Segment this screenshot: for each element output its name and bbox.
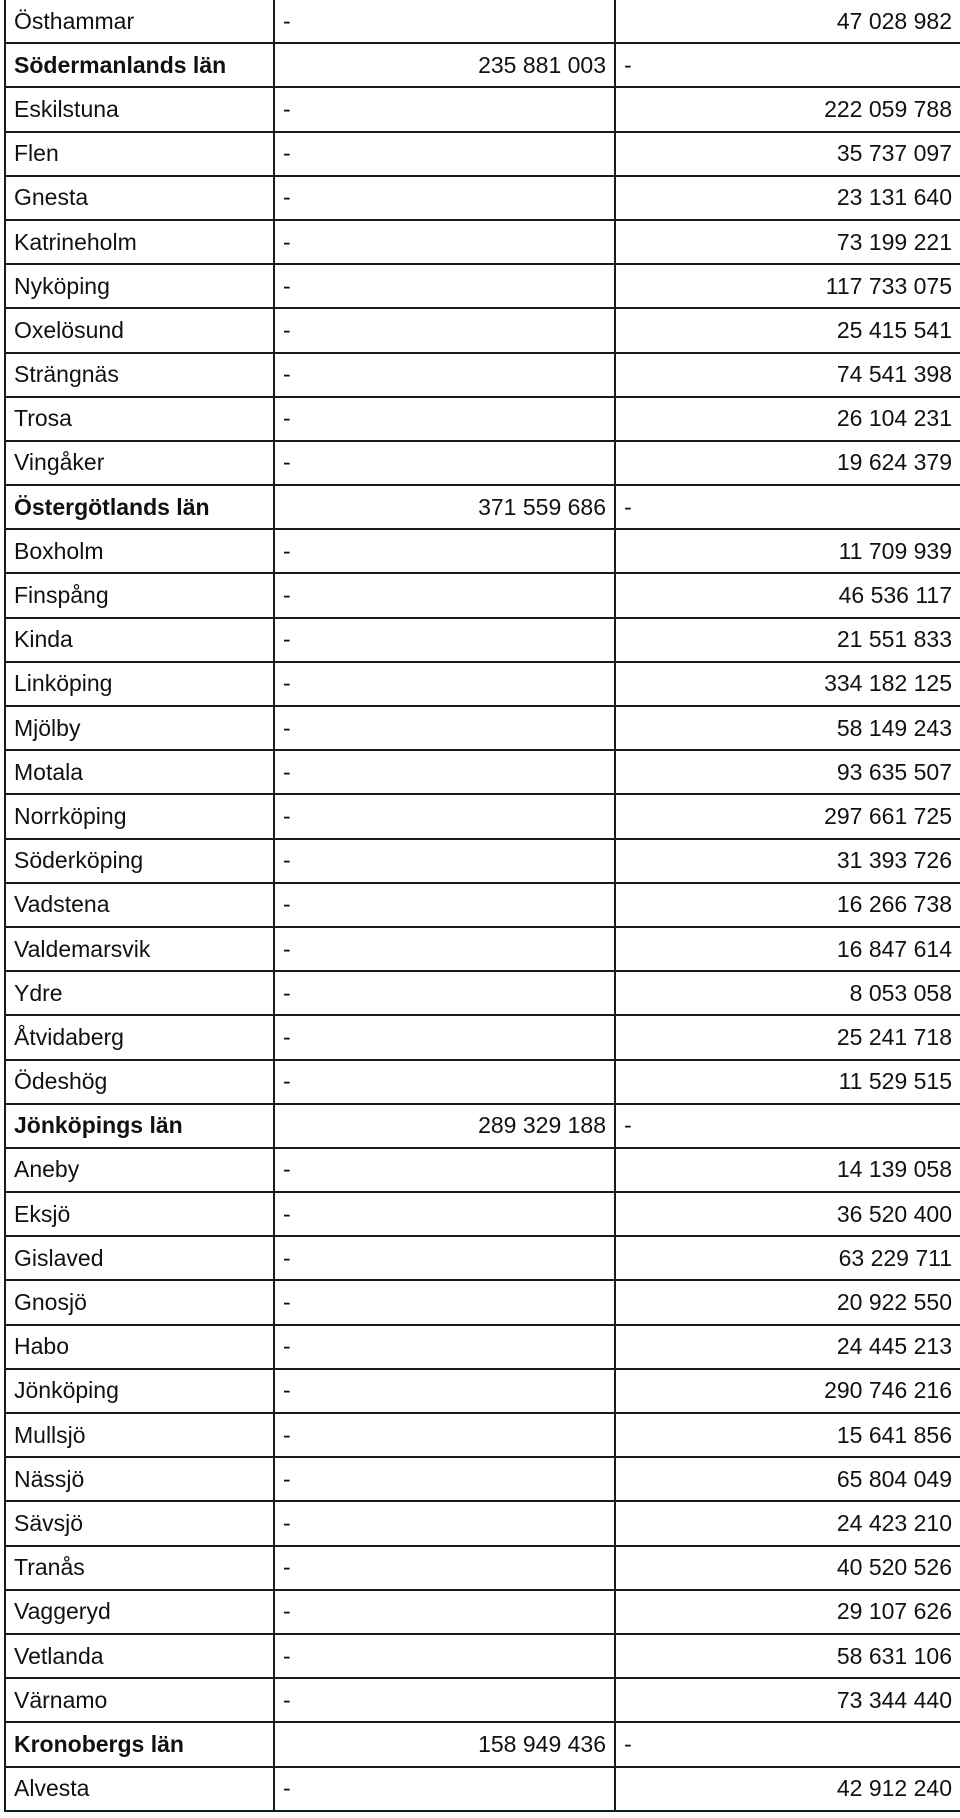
municipality-name-cell: Norrköping [5, 794, 274, 838]
municipality-row [5, 1192, 960, 1236]
municipality-row [5, 441, 960, 485]
municipality-name-cell: Strängnäs [5, 353, 274, 397]
municipality-row [5, 883, 960, 927]
municipality-row [5, 1457, 960, 1501]
municipality-amount-cell: 15 641 856 [615, 1413, 960, 1457]
municipality-name-cell: Mjölby [5, 706, 274, 750]
empty-county-amount-cell: - [274, 1678, 615, 1722]
municipality-amount-cell: 46 536 117 [615, 573, 960, 617]
empty-county-amount-cell: - [274, 1457, 615, 1501]
municipality-name-cell: Eskilstuna [5, 87, 274, 131]
municipality-name-cell: Habo [5, 1325, 274, 1369]
municipality-amount-cell: 334 182 125 [615, 662, 960, 706]
empty-county-amount-cell: - [274, 529, 615, 573]
municipality-amount-cell: 65 804 049 [615, 1457, 960, 1501]
municipality-amount-cell: 58 149 243 [615, 706, 960, 750]
municipality-amount-cell: 23 131 640 [615, 176, 960, 220]
municipality-name-cell: Katrineholm [5, 220, 274, 264]
municipality-amount-cell: 21 551 833 [615, 618, 960, 662]
empty-municipality-amount-cell: - [615, 43, 960, 87]
empty-municipality-amount-cell: - [615, 485, 960, 529]
municipality-name-cell: Eksjö [5, 1192, 274, 1236]
municipality-row [5, 308, 960, 352]
municipality-row [5, 927, 960, 971]
county-row [5, 1722, 960, 1766]
municipality-name-cell: Flen [5, 132, 274, 176]
municipality-row [5, 1015, 960, 1059]
municipality-amount-cell: 222 059 788 [615, 87, 960, 131]
municipality-row [5, 397, 960, 441]
municipality-row [5, 1369, 960, 1413]
municipality-row [5, 573, 960, 617]
municipality-amount-cell: 63 229 711 [615, 1236, 960, 1280]
empty-county-amount-cell: - [274, 1501, 615, 1545]
empty-municipality-amount-cell: - [615, 1104, 960, 1148]
empty-county-amount-cell: - [274, 1015, 615, 1059]
municipality-amount-cell: 16 266 738 [615, 883, 960, 927]
municipality-amount-cell: 24 423 210 [615, 1501, 960, 1545]
municipality-amount-cell: 93 635 507 [615, 750, 960, 794]
municipality-row [5, 1501, 960, 1545]
empty-county-amount-cell: - [274, 573, 615, 617]
municipality-amount-cell: 73 344 440 [615, 1678, 960, 1722]
municipality-amount-cell: 25 241 718 [615, 1015, 960, 1059]
municipality-row [5, 353, 960, 397]
empty-county-amount-cell: - [274, 1236, 615, 1280]
municipality-row [5, 87, 960, 131]
municipality-name-cell: Aneby [5, 1148, 274, 1192]
empty-county-amount-cell: - [274, 1590, 615, 1634]
empty-county-amount-cell: - [274, 441, 615, 485]
empty-county-amount-cell: - [274, 706, 615, 750]
municipality-row [5, 1634, 960, 1678]
municipality-row [5, 1546, 960, 1590]
municipality-name-cell: Sävsjö [5, 1501, 274, 1545]
municipality-amount-cell: 47 028 982 [615, 0, 960, 43]
empty-municipality-amount-cell: - [615, 1722, 960, 1766]
municipality-name-cell: Ydre [5, 971, 274, 1015]
county-row [5, 43, 960, 87]
empty-county-amount-cell: - [274, 662, 615, 706]
municipality-name-cell: Finspång [5, 573, 274, 617]
municipality-name-cell: Gnosjö [5, 1280, 274, 1324]
empty-county-amount-cell: - [274, 353, 615, 397]
municipality-row [5, 132, 960, 176]
municipality-name-cell: Nässjö [5, 1457, 274, 1501]
county-amount-cell: 158 949 436 [274, 1722, 615, 1766]
municipality-name-cell: Alvesta [5, 1767, 274, 1811]
municipality-row [5, 794, 960, 838]
municipality-name-cell: Trosa [5, 397, 274, 441]
municipality-amount-cell: 297 661 725 [615, 794, 960, 838]
municipality-row [5, 618, 960, 662]
county-row [5, 1104, 960, 1148]
municipality-row [5, 176, 960, 220]
municipality-name-cell: Motala [5, 750, 274, 794]
empty-county-amount-cell: - [274, 1369, 615, 1413]
municipality-amount-cell: 19 624 379 [615, 441, 960, 485]
municipality-name-cell: Värnamo [5, 1678, 274, 1722]
municipality-name-cell: Tranås [5, 1546, 274, 1590]
county-name-cell: Jönköpings län [5, 1104, 274, 1148]
municipality-name-cell: Vetlanda [5, 1634, 274, 1678]
municipality-row [5, 1280, 960, 1324]
empty-county-amount-cell: - [274, 0, 615, 43]
empty-county-amount-cell: - [274, 176, 615, 220]
municipality-row [5, 529, 960, 573]
municipality-name-cell: Östhammar [5, 0, 274, 43]
municipality-name-cell: Ödeshög [5, 1060, 274, 1104]
municipality-name-cell: Vaggeryd [5, 1590, 274, 1634]
municipality-row [5, 220, 960, 264]
empty-county-amount-cell: - [274, 927, 615, 971]
municipality-row [5, 264, 960, 308]
municipality-amount-cell: 16 847 614 [615, 927, 960, 971]
municipality-row [5, 1590, 960, 1634]
municipality-name-cell: Oxelösund [5, 308, 274, 352]
empty-county-amount-cell: - [274, 794, 615, 838]
municipality-amount-cell: 58 631 106 [615, 1634, 960, 1678]
municipality-row [5, 1678, 960, 1722]
county-amount-cell: 235 881 003 [274, 43, 615, 87]
empty-county-amount-cell: - [274, 1060, 615, 1104]
municipality-row [5, 1060, 960, 1104]
municipality-name-cell: Nyköping [5, 264, 274, 308]
empty-county-amount-cell: - [274, 971, 615, 1015]
municipality-name-cell: Boxholm [5, 529, 274, 573]
empty-county-amount-cell: - [274, 1325, 615, 1369]
municipality-amount-cell: 25 415 541 [615, 308, 960, 352]
empty-county-amount-cell: - [274, 1192, 615, 1236]
municipality-amount-cell: 14 139 058 [615, 1148, 960, 1192]
empty-county-amount-cell: - [274, 1634, 615, 1678]
empty-county-amount-cell: - [274, 1546, 615, 1590]
municipality-amount-cell: 290 746 216 [615, 1369, 960, 1413]
municipality-name-cell: Gnesta [5, 176, 274, 220]
municipality-name-cell: Kinda [5, 618, 274, 662]
municipality-amount-cell: 20 922 550 [615, 1280, 960, 1324]
county-amount-cell: 371 559 686 [274, 485, 615, 529]
empty-county-amount-cell: - [274, 308, 615, 352]
municipality-name-cell: Vadstena [5, 883, 274, 927]
municipality-amount-cell: 31 393 726 [615, 839, 960, 883]
municipality-name-cell: Söderköping [5, 839, 274, 883]
municipality-row [5, 1325, 960, 1369]
municipality-amount-cell: 11 709 939 [615, 529, 960, 573]
municipality-amount-cell: 24 445 213 [615, 1325, 960, 1369]
empty-county-amount-cell: - [274, 132, 615, 176]
municipality-amount-cell: 26 104 231 [615, 397, 960, 441]
county-name-cell: Södermanlands län [5, 43, 274, 87]
municipality-name-cell: Jönköping [5, 1369, 274, 1413]
municipality-name-cell: Mullsjö [5, 1413, 274, 1457]
municipality-name-cell: Vingåker [5, 441, 274, 485]
municipality-name-cell: Gislaved [5, 1236, 274, 1280]
municipality-row [5, 1767, 960, 1811]
municipality-amount-cell: 117 733 075 [615, 264, 960, 308]
table-body [5, 0, 960, 1811]
municipality-row [5, 706, 960, 750]
empty-county-amount-cell: - [274, 1413, 615, 1457]
empty-county-amount-cell: - [274, 1767, 615, 1811]
empty-county-amount-cell: - [274, 87, 615, 131]
municipality-name-cell: Linköping [5, 662, 274, 706]
municipality-amount-cell: 35 737 097 [615, 132, 960, 176]
municipality-amount-cell: 74 541 398 [615, 353, 960, 397]
municipality-amount-cell: 40 520 526 [615, 1546, 960, 1590]
municipality-row [5, 1236, 960, 1280]
empty-county-amount-cell: - [274, 750, 615, 794]
municipality-name-cell: Åtvidaberg [5, 1015, 274, 1059]
empty-county-amount-cell: - [274, 220, 615, 264]
empty-county-amount-cell: - [274, 618, 615, 662]
municipality-amount-cell: 29 107 626 [615, 1590, 960, 1634]
municipality-amount-cell: 42 912 240 [615, 1767, 960, 1811]
county-row [5, 485, 960, 529]
municipality-row [5, 0, 960, 43]
municipality-amount-cell: 36 520 400 [615, 1192, 960, 1236]
empty-county-amount-cell: - [274, 883, 615, 927]
municipality-row [5, 1413, 960, 1457]
municipality-row [5, 750, 960, 794]
allocation-table [4, 0, 960, 1812]
municipality-amount-cell: 11 529 515 [615, 1060, 960, 1104]
empty-county-amount-cell: - [274, 839, 615, 883]
empty-county-amount-cell: - [274, 1280, 615, 1324]
county-name-cell: Kronobergs län [5, 1722, 274, 1766]
municipality-amount-cell: 73 199 221 [615, 220, 960, 264]
county-amount-cell: 289 329 188 [274, 1104, 615, 1148]
municipality-row [5, 1148, 960, 1192]
municipality-row [5, 662, 960, 706]
municipality-row [5, 971, 960, 1015]
county-name-cell: Östergötlands län [5, 485, 274, 529]
municipality-amount-cell: 8 053 058 [615, 971, 960, 1015]
municipality-row [5, 839, 960, 883]
municipality-name-cell: Valdemarsvik [5, 927, 274, 971]
empty-county-amount-cell: - [274, 264, 615, 308]
empty-county-amount-cell: - [274, 1148, 615, 1192]
empty-county-amount-cell: - [274, 397, 615, 441]
